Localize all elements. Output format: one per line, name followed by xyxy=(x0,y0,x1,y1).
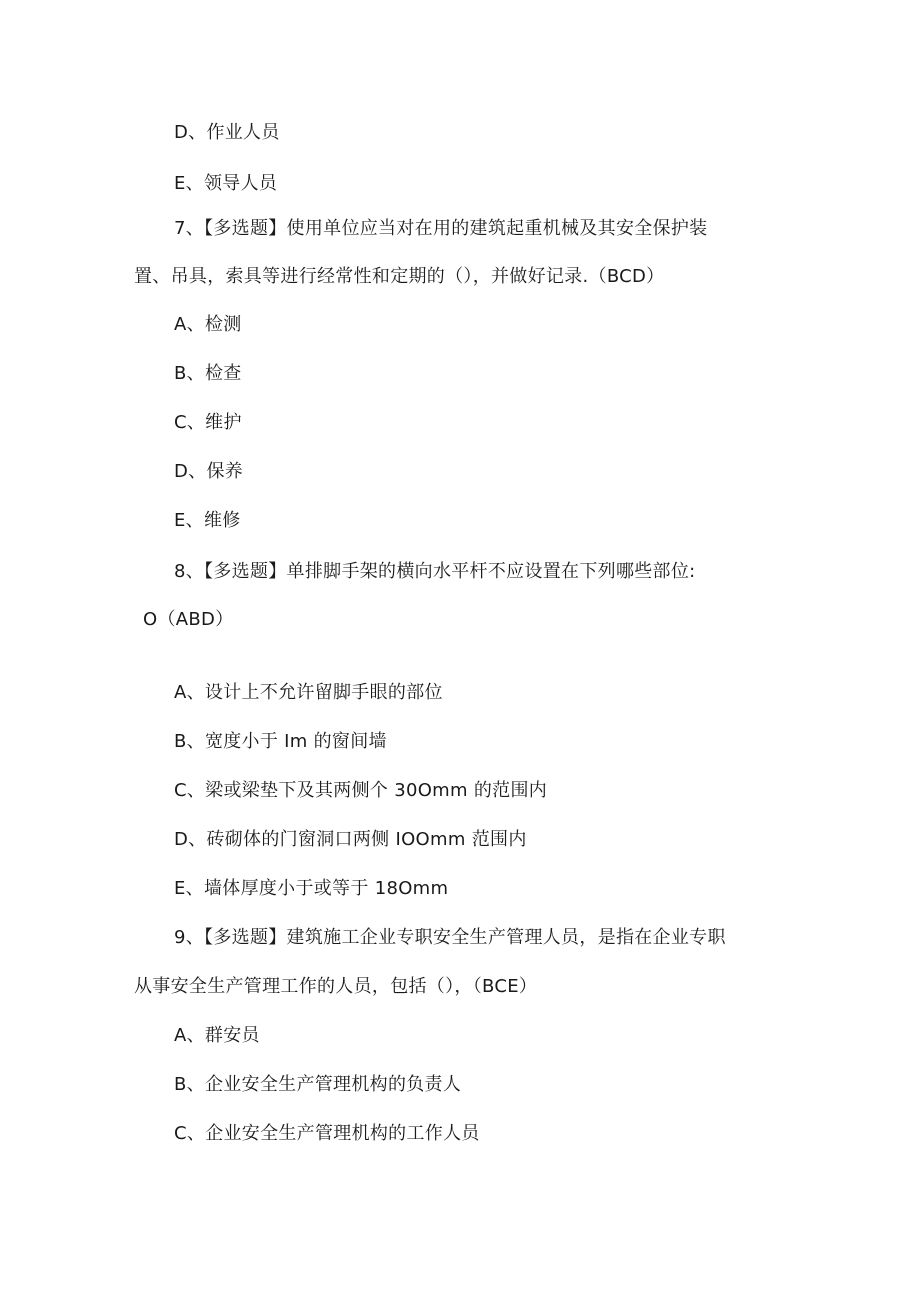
q9-option-b: B、企业安全生产管理机构的负责人 xyxy=(174,1074,462,1095)
q7-option-b: B、检查 xyxy=(174,363,242,384)
q8-stem-line2: O（ABD） xyxy=(143,609,234,630)
q7-option-d: D、保养 xyxy=(174,461,244,482)
q9-stem-line2: 从事安全生产管理工作的人员，包括（），（BCE） xyxy=(134,976,538,997)
q8-option-c: C、梁或梁垫下及其两侧个 30Omm 的范围内 xyxy=(174,780,548,801)
q9-stem-line1: 9、【多选题】建筑施工企业专职安全生产管理人员，是指在企业专职 xyxy=(174,927,726,948)
q7-option-c: C、维护 xyxy=(174,412,242,433)
q6-option-e: E、领导人员 xyxy=(174,173,278,194)
q8-option-b: B、宽度小于 Im 的窗间墙 xyxy=(174,731,387,752)
q7-option-a: A、检测 xyxy=(174,314,242,335)
q7-option-e: E、维修 xyxy=(174,510,241,531)
q6-option-d: D、作业人员 xyxy=(174,122,280,143)
q8-option-e: E、墙体厚度小于或等于 18Omm xyxy=(174,878,449,899)
q8-option-a: A、设计上不允许留脚手眼的部位 xyxy=(174,682,443,703)
q8-option-d: D、砖砌体的门窗洞口两侧 IOOmm 范围内 xyxy=(174,829,527,850)
q8-stem-line1: 8、【多选题】单排脚手架的横向水平杆不应设置在下列哪些部位: xyxy=(174,561,696,582)
q7-stem-line1: 7、【多选题】使用单位应当对在用的建筑起重机械及其安全保护装 xyxy=(174,218,708,239)
q7-stem-line2: 置、吊具，索具等进行经常性和定期的（），并做好记录.（BCD） xyxy=(134,266,665,287)
q9-option-a: A、群安员 xyxy=(174,1025,260,1046)
q9-option-c: C、企业安全生产管理机构的工作人员 xyxy=(174,1123,480,1144)
